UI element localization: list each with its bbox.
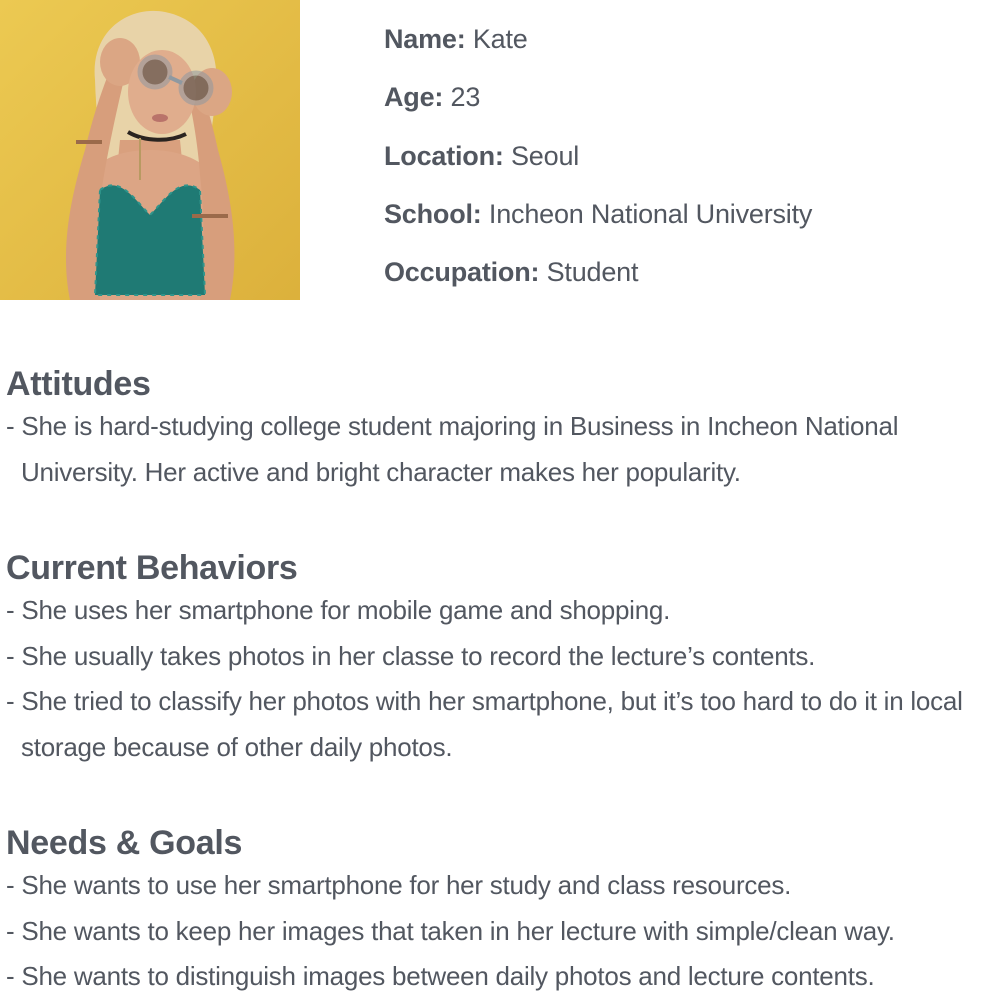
name-label: Name: [384,24,466,54]
age-label: Age: [384,82,444,113]
school-label: School: [384,198,482,229]
attitudes-section [6,364,994,495]
persona-photo [0,0,300,300]
behaviors-list [6,588,994,770]
list-item: - She is hard-studying college student majoring in Business in Incheon National University. Her active and bright character makes her popularity. [6,411,899,487]
list-item: - She tried to classify her photos with her smartphone, but it’s too hard to do it in local storage because of other daily photos. [6,686,963,762]
goals-list [6,863,994,1000]
list-item: - She wants to distinguish images between daily photos and lecture contents. [6,961,875,991]
fact-name [384,22,812,80]
attitudes-heading: Attitudes [6,365,151,403]
fact-location [384,139,812,197]
list-item: - She uses her smartphone for mobile game and shopping. [6,595,671,625]
fact-age [384,80,812,138]
list-item: - She usually takes photos in her classe to record the lecture’s contents. [6,640,816,671]
list-item: - She wants to keep her images that taken in her lecture with simple/clean way. [6,915,895,946]
location-value: Seoul [511,140,580,171]
age-value: 23 [450,82,481,113]
behaviors-section [6,548,994,770]
behaviors-heading: Current Behaviors [6,549,298,587]
profile-facts [384,22,812,313]
goals-heading: Needs & Goals [6,824,243,862]
occupation-label: Occupation: [384,257,540,288]
location-label: Location: [384,140,504,171]
list-item: - She wants to use her smartphone for her study and class resources. [6,870,792,900]
fact-occupation [384,255,812,313]
occupation-value: Student [546,257,639,288]
name-value: Kate [472,24,528,54]
attitudes-list [6,404,994,495]
fact-school [384,197,812,255]
school-value: Incheon National University [488,198,813,229]
persona-illustration [0,0,300,300]
goals-section [6,823,994,1000]
